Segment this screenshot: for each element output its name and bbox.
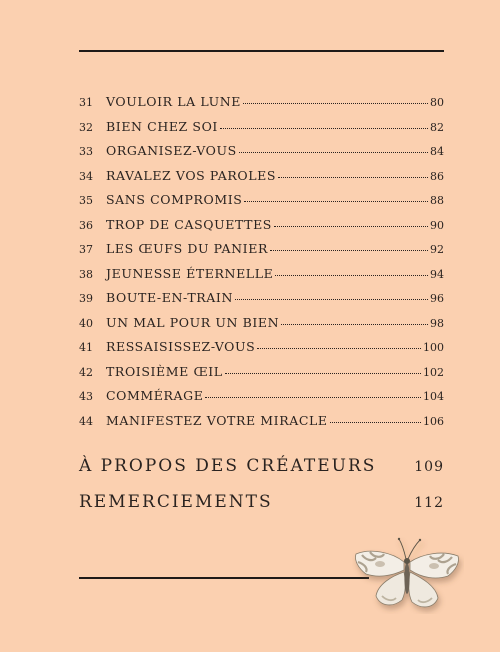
bottom-rule [79,577,369,579]
dot-leader [278,177,428,178]
dot-leader [257,348,421,349]
toc-entry[interactable] [79,143,444,168]
toc-entry-number: 33 [79,145,93,158]
toc-entry-title: COMMÉRAGE [106,388,204,403]
dot-leader [239,152,428,153]
toc-entry[interactable] [79,168,444,193]
table-of-contents [79,94,444,437]
toc-entry-title: BOUTE-EN-TRAIN [106,290,234,305]
dot-leader [281,324,428,325]
toc-entry-title: LES ŒUFS DU PANIER [106,241,268,256]
toc-entry-page: 80 [430,96,444,109]
toc-entry-number: 37 [79,243,93,256]
dot-leader [235,299,428,300]
toc-entry-title: ORGANISEZ-VOUS [106,143,237,158]
dot-leader [274,226,428,227]
toc-entry[interactable] [79,119,444,144]
toc-entry-page: 90 [430,218,444,232]
toc-entry-page: 82 [430,120,444,134]
toc-entry-title: MANIFESTEZ VOTRE MIRACLE [106,412,328,428]
dot-leader [225,373,421,374]
toc-entry-page: 88 [430,194,444,207]
toc-entry[interactable] [79,413,444,438]
toc-entry-title: SANS COMPROMIS [106,192,243,207]
toc-entry-page: 102 [423,365,444,379]
toc-entry[interactable] [79,241,444,266]
toc-entry-number: 40 [79,316,93,330]
toc-entry-number: 44 [79,414,93,428]
toc-entry[interactable] [79,364,444,389]
toc-entry-page: 92 [430,243,444,256]
section-acknowledgements[interactable] [79,492,444,512]
toc-entry-number: 39 [79,292,93,305]
dot-leader [243,103,428,104]
section-title: À PROPOS DES CRÉATEURS [79,456,377,476]
toc-entry[interactable] [79,290,444,315]
toc-entry-title: BIEN CHEZ SOI [106,118,218,134]
dot-leader [270,250,428,251]
toc-entry-title: VOULOIR LA LUNE [106,94,241,109]
toc-entry-number: 36 [79,218,93,232]
section-page: 112 [414,495,444,511]
section-page: 109 [414,459,444,475]
toc-entry-number: 38 [79,267,93,281]
toc-entry-page: 98 [430,316,444,330]
toc-entry-number: 41 [79,341,93,354]
toc-entry[interactable] [79,266,444,291]
toc-entry[interactable] [79,339,444,364]
dot-leader [205,397,421,398]
dot-leader [244,201,428,202]
toc-entry-page: 100 [423,341,444,354]
toc-entry-number: 35 [79,194,93,207]
toc-entry-page: 96 [430,292,444,305]
toc-entry[interactable] [79,217,444,242]
top-rule [79,50,444,52]
toc-entry-number: 32 [79,120,93,134]
toc-entry-title: RAVALEZ VOS PAROLES [106,167,277,183]
toc-entry-page: 94 [430,267,444,281]
toc-entry-title: RESSAISISSEZ-VOUS [106,339,256,354]
toc-entry-number: 43 [79,390,93,403]
toc-entry[interactable] [79,192,444,217]
toc-entry-page: 104 [423,390,444,403]
toc-entry-number: 42 [79,365,93,379]
toc-entry[interactable] [79,315,444,340]
toc-entry-number: 34 [79,169,93,183]
toc-entry[interactable] [79,388,444,413]
dot-leader [275,275,428,276]
toc-entry-title: TROP DE CASQUETTES [106,216,272,232]
toc-entry-title: TROISIÈME ŒIL [106,363,223,379]
butterfly-icon [352,534,464,614]
toc-entry-title: UN MAL POUR UN BIEN [106,314,280,330]
toc-entry-number: 31 [79,96,93,109]
toc-entry-page: 86 [430,169,444,183]
section-about-creators[interactable] [79,456,444,476]
dot-leader [220,128,428,129]
toc-entry-page: 106 [423,414,444,428]
section-title: REMERCIEMENTS [79,492,273,512]
toc-entry-title: JEUNESSE ÉTERNELLE [106,265,274,281]
toc-entry-page: 84 [430,145,444,158]
toc-entry[interactable] [79,94,444,119]
dot-leader [330,422,421,423]
